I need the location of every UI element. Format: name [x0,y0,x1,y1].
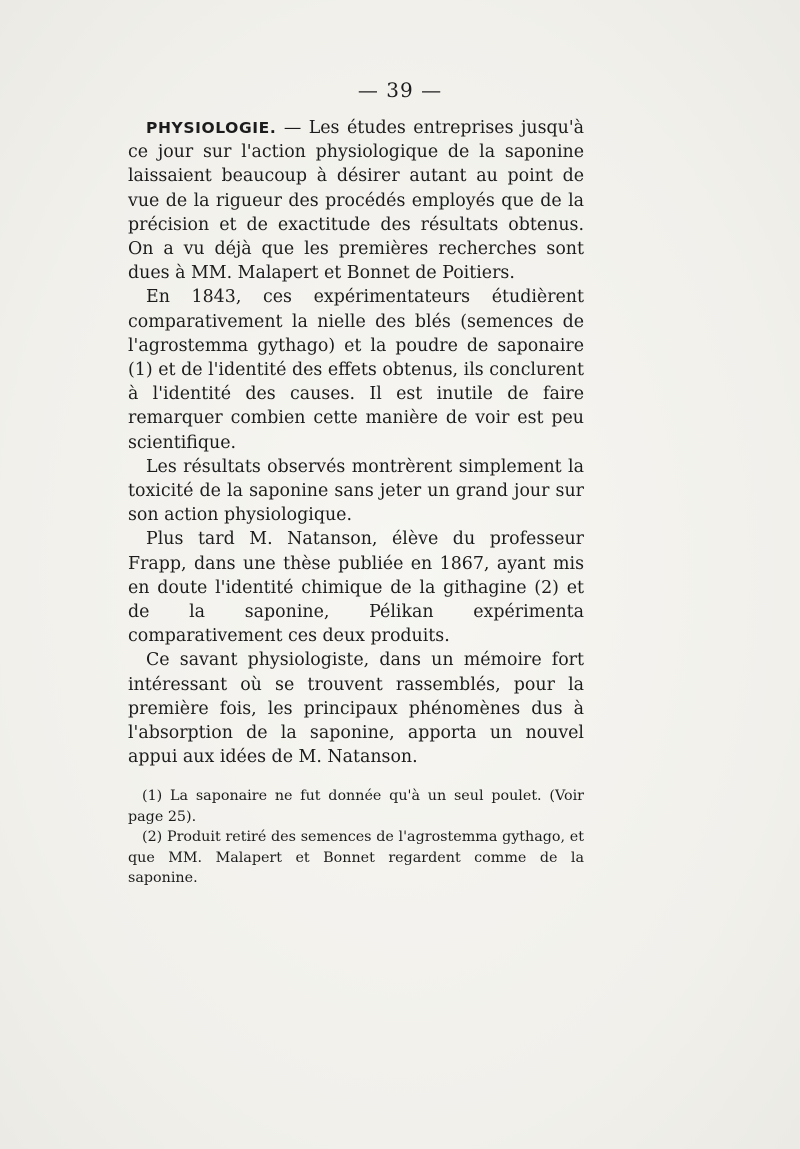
paragraph-5: Ce savant physiologiste, dans un mémoire fort intéressant où se trouvent rassemblés, pour la première fois, les principaux phénomènes dus à l'absorption de la saponine, apporta un nouvel appui aux idées de M. Natanson. [128,650,584,768]
paragraph-2: En 1843, ces expérimentateurs étudièrent comparativement la nielle des blés (semences de l'agrostemma gythago) et la poudre de saponaire (1) et de l'identité des effets obtenus, ils conclurent à l'identité des causes. Il est inutile de faire remarquer combien cette manière de voir est peu scientifique. [128,287,584,453]
footnotes [128,786,584,889]
footnote-1: (1) La saponaire ne fut donnée qu'à un seul poulet. (Voir page 25). [128,788,584,825]
paragraph-4: Plus tard M. Natanson, élève du professeur Frapp, dans une thèse publiée en 1867, ayant mis en doute l'identité chimique de la githagine (2) et de la saponine, Pélikan expérimenta comparativement ces deux produits. [128,529,584,647]
body-text [128,116,584,769]
footnote-2: (2) Produit retiré des semences de l'agrostemma gythago, et que MM. Malapert et Bonnet regardent comme de la saponine. [128,829,584,886]
section-title: PHYSIOLOGIE. [146,119,277,137]
paragraph-1 [128,116,584,285]
page-number: — 39 — [357,78,443,102]
paragraph-3: Les résultats observés montrèrent simplement la toxicité de la saponine sans jeter un grand jour sur son action physiologique. [128,456,584,526]
paragraph-1-text: — Les études entreprises jusqu'à ce jour sur l'action physiologique de la saponine laissaient beaucoup à désirer autant au point de vue de la rigueur des procédés employés que de la précision et de exactitude des résultats obtenus. On a vu déjà que les premières recherches sont dues à MM. Malapert et Bonnet de Poitiers. [128,118,584,284]
